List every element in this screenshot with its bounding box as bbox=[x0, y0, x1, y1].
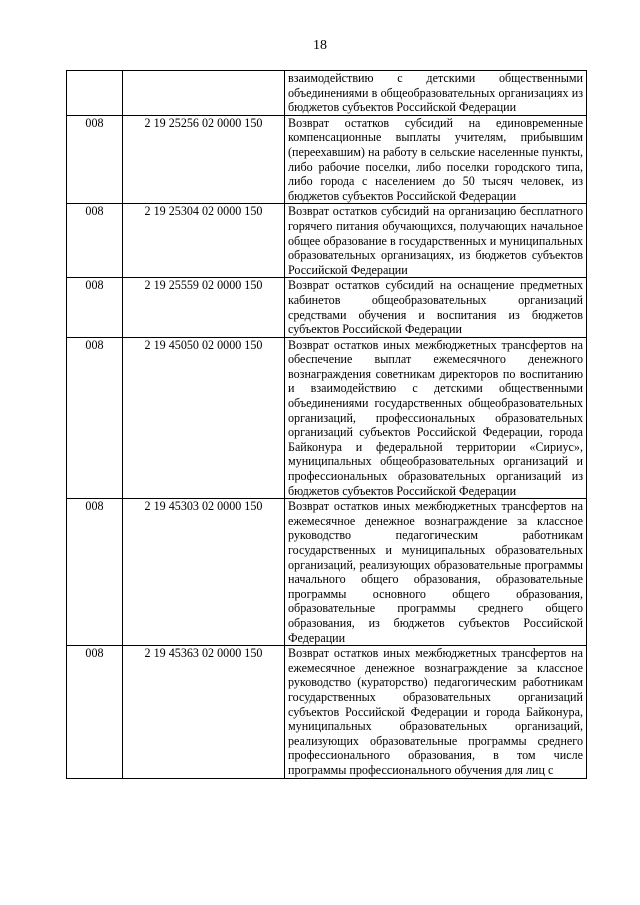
admin-code-cell: 008 bbox=[67, 204, 123, 278]
kbk-code-cell: 2 19 45050 02 0000 150 bbox=[123, 337, 285, 499]
table-row bbox=[67, 278, 587, 337]
description-cell: Возврат остатков иных межбюджетных трансфертов на ежемесячное денежное вознаграждение за классное руководство педагогическим работникам государственных и муниципальных образовательных организаций, реализующих образовательные программы начального общего образования, образовательные программы основного общего образования, образовательные программы среднего общего образования, из бюджетов субъектов Российской Федерации bbox=[285, 499, 587, 646]
kbk-code-cell: 2 19 25559 02 0000 150 bbox=[123, 278, 285, 337]
kbk-code-cell: 2 19 25304 02 0000 150 bbox=[123, 204, 285, 278]
admin-code-cell: 008 bbox=[67, 337, 123, 499]
description-cell: Возврат остатков субсидий на единовременные компенсационные выплаты учителям, прибывшим (переехавшим) на работу в сельские населенные пункты, либо рабочие поселки, либо поселки городского типа, либо города с населением до 50 тысяч человек, из бюджетов субъектов Российской Федерации bbox=[285, 115, 587, 204]
page-number: 18 bbox=[313, 38, 327, 53]
description-cell: Возврат остатков субсидий на оснащение предметных кабинетов общеобразовательных организаций средствами обучения и воспитания из бюджетов субъектов Российской Федерации bbox=[285, 278, 587, 337]
admin-code-cell: 008 bbox=[67, 646, 123, 778]
description-cell: Возврат остатков иных межбюджетных трансфертов на обеспечение выплат ежемесячного денежного вознаграждения советникам директоров по воспитанию и взаимодействию с детскими общественными объединениями государственных общеобразовательных организаций, профессиональных образовательных организаций субъектов Российской Федерации, города Байконура и федеральной территории «Сириус», муниципальных общеобразовательных организаций и профессиональных образовательных организаций из бюджетов субъектов Российской Федерации bbox=[285, 337, 587, 499]
description-cell: взаимодействию с детскими общественными объединениями в общеобразовательных организациях из бюджетов субъектов Российской Федерации bbox=[285, 71, 587, 116]
admin-code-cell: 008 bbox=[67, 499, 123, 646]
table-row bbox=[67, 71, 587, 116]
description-cell: Возврат остатков субсидий на организацию бесплатного горячего питания обучающихся, получающих начальное общее образование в государственных и муниципальных образовательных организациях, из бюджетов субъектов Российской Федерации bbox=[285, 204, 587, 278]
table-row bbox=[67, 337, 587, 499]
table-row bbox=[67, 646, 587, 778]
budget-classification-table bbox=[66, 70, 587, 779]
admin-code-cell: 008 bbox=[67, 115, 123, 204]
admin-code-cell bbox=[67, 71, 123, 116]
kbk-code-cell bbox=[123, 71, 285, 116]
kbk-code-cell: 2 19 45303 02 0000 150 bbox=[123, 499, 285, 646]
description-cell: Возврат остатков иных межбюджетных трансфертов на ежемесячное денежное вознаграждение за классное руководство (кураторство) педагогическим работникам государственных образовательных организаций субъектов Российской Федерации и города Байконура, муниципальных образовательных организаций, реализующих образовательные программы среднего профессионального образования, в том числе программы профессионального обучения для лиц с bbox=[285, 646, 587, 778]
table-row bbox=[67, 499, 587, 646]
kbk-code-cell: 2 19 45363 02 0000 150 bbox=[123, 646, 285, 778]
table-row bbox=[67, 204, 587, 278]
table-row bbox=[67, 115, 587, 204]
admin-code-cell: 008 bbox=[67, 278, 123, 337]
kbk-code-cell: 2 19 25256 02 0000 150 bbox=[123, 115, 285, 204]
